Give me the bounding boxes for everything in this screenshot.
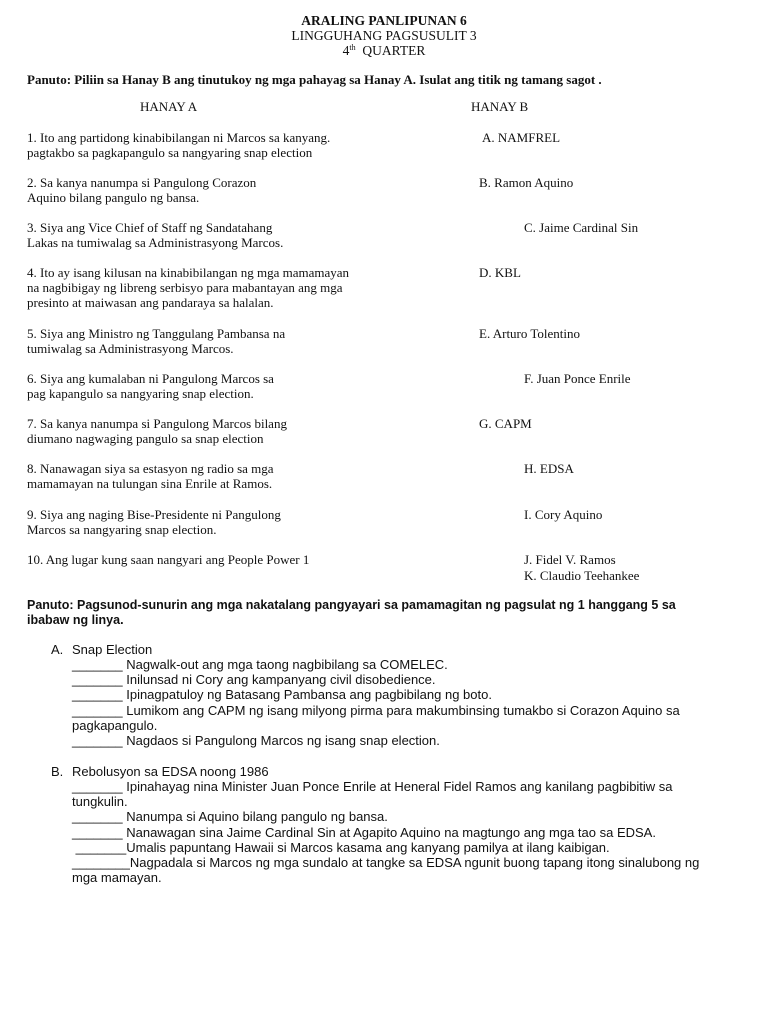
choice-item: D. KBL <box>479 265 521 280</box>
quarter-superscript: th <box>349 43 356 52</box>
section-a-letter: A. <box>51 642 64 657</box>
page-subtitle: LINGGUHANG PAGSUSULIT 3 <box>291 28 477 43</box>
section-b-letter: B. <box>51 764 64 779</box>
order-line: _______ Nagwalk-out ang mga taong nagbibilang sa COMELEC. <box>72 657 448 672</box>
choice-item: C. Jaime Cardinal Sin <box>524 220 639 235</box>
question-item <box>27 326 285 356</box>
order-line: _______ Nanumpa si Aquino bilang pangulo ng bansa. <box>72 809 388 825</box>
order-line: _______ Nanawagan sina Jaime Cardinal Sin at Agapito Aquino na magtungo ang mga tao sa EDSA. <box>72 824 656 840</box>
quarter-word: QUARTER <box>362 43 426 58</box>
question-item <box>27 461 274 491</box>
choice-item: E. Arturo Tolentino <box>479 326 581 341</box>
order-line: ________Nagpadala si Marcos ng mga sundalo at tangke sa EDSA ngunit buong tapang itong sinalubong ng <box>72 855 700 870</box>
question-item <box>27 175 256 205</box>
question-item <box>27 371 274 401</box>
choice-item: I. Cory Aquino <box>524 507 603 522</box>
order-line: mga mamayan. <box>72 870 162 886</box>
choice-item: F. Juan Ponce Enrile <box>524 371 631 386</box>
question-item <box>27 265 349 310</box>
question-line: diumano nagwaging pangulo sa snap election <box>27 431 264 446</box>
order-line: pagkapangulo. <box>72 717 158 733</box>
page-title: ARALING PANLIPUNAN 6 <box>301 13 467 28</box>
choice-item: H. EDSA <box>524 461 574 476</box>
choice-item: A. NAMFREL <box>482 130 561 145</box>
question-line: 6. Siya ang kumalaban ni Pangulong Marcos sa <box>27 371 274 386</box>
question-line: 3. Siya ang Vice Chief of Staff ng Sandatahang <box>27 220 273 235</box>
question-line: Aquino bilang pangulo ng bansa. <box>27 190 200 205</box>
order-line: _______ Ipinahayag nina Minister Juan Ponce Enrile at Heneral Fidel Ramos ang kanilang pagbibitiw sa <box>72 779 673 794</box>
instructions-ordering: Panuto: Pagsunod-sunurin ang mga nakatalang pangyayari sa pamamagitan ng pagsulat ng 1 hanggang 5 sa <box>27 598 676 612</box>
quarter-number: 4 <box>342 43 350 58</box>
question-line: mamamayan na tulungan sina Enrile at Ramos. <box>27 476 273 491</box>
choice-item: J. Fidel V. Ramos <box>524 552 616 567</box>
choice-item: K. Claudio Teehankee <box>524 568 640 583</box>
order-line: _______ Inilunsad ni Cory ang kampanyang civil disobedience. <box>72 672 436 688</box>
question-line: Lakas na tumiwalag sa Administrasyong Marcos. <box>27 235 284 250</box>
order-line: tungkulin. <box>72 794 128 810</box>
question-line: Marcos sa nangyaring snap election. <box>27 522 217 537</box>
question-line: 5. Siya ang Ministro ng Tanggulang Pambansa na <box>27 326 286 341</box>
choice-item: B. Ramon Aquino <box>479 175 574 190</box>
section-a-title: Snap Election <box>72 642 153 657</box>
question-line: 4. Ito ay isang kilusan na kinabibilangan ng mga mamamayan <box>27 265 350 280</box>
question-line: 7. Sa kanya nanumpa si Pangulong Marcos bilang <box>27 416 287 431</box>
question-line: presinto at maiwasan ang pandaraya sa halalan. <box>27 295 274 310</box>
instructions-matching: Panuto: Piliin sa Hanay B ang tinutukoy ng mga pahayag sa Hanay A. Isulat ang titik ng tamang sagot . <box>27 72 602 87</box>
question-item <box>27 552 309 567</box>
question-item <box>27 507 281 537</box>
question-line: tumiwalag sa Administrasyong Marcos. <box>27 341 234 356</box>
order-line: _______Umalis papuntang Hawaii si Marcos kasama ang kanyang pamilya at ilang kaibigan. <box>72 839 610 855</box>
question-line: 1. Ito ang partidong kinabibilangan ni Marcos sa kanyang. <box>27 130 331 145</box>
question-item <box>27 130 330 160</box>
question-line: na nagbibigay ng libreng serbisyo para mabantayan ang mga <box>27 280 343 295</box>
question-line: 9. Siya ang naging Bise-Presidente ni Pangulong <box>27 507 281 522</box>
quarter-label <box>0 43 768 60</box>
column-b-heading: HANAY B <box>471 99 529 114</box>
instructions-ordering-cont: ibabaw ng linya. <box>27 613 124 627</box>
order-line: _______ Nagdaos si Pangulong Marcos ng isang snap election. <box>72 733 440 748</box>
order-line: _______ Ipinagpatuloy ng Batasang Pambansa ang pagbibilang ng boto. <box>72 687 492 703</box>
question-item <box>27 416 287 446</box>
order-line: _______ Lumikom ang CAPM ng isang milyong pirma para makumbinsing tumakbo si Corazon Aquino sa <box>72 702 680 718</box>
question-line: 10. Ang lugar kung saan nangyari ang People Power 1 <box>27 552 310 567</box>
column-a-heading: HANAY A <box>140 99 198 114</box>
question-line: pag kapangulo sa nangyaring snap election. <box>27 386 254 401</box>
question-line: 2. Sa kanya nanumpa si Pangulong Corazon <box>27 175 257 190</box>
question-line: pagtakbo sa pagkapangulo sa nangyaring snap election <box>27 145 313 160</box>
choice-item: G. CAPM <box>479 416 532 431</box>
question-item <box>27 220 283 250</box>
question-line: 8. Nanawagan siya sa estasyon ng radio sa mga <box>27 461 274 476</box>
section-b-title: Rebolusyon sa EDSA noong 1986 <box>72 764 269 779</box>
